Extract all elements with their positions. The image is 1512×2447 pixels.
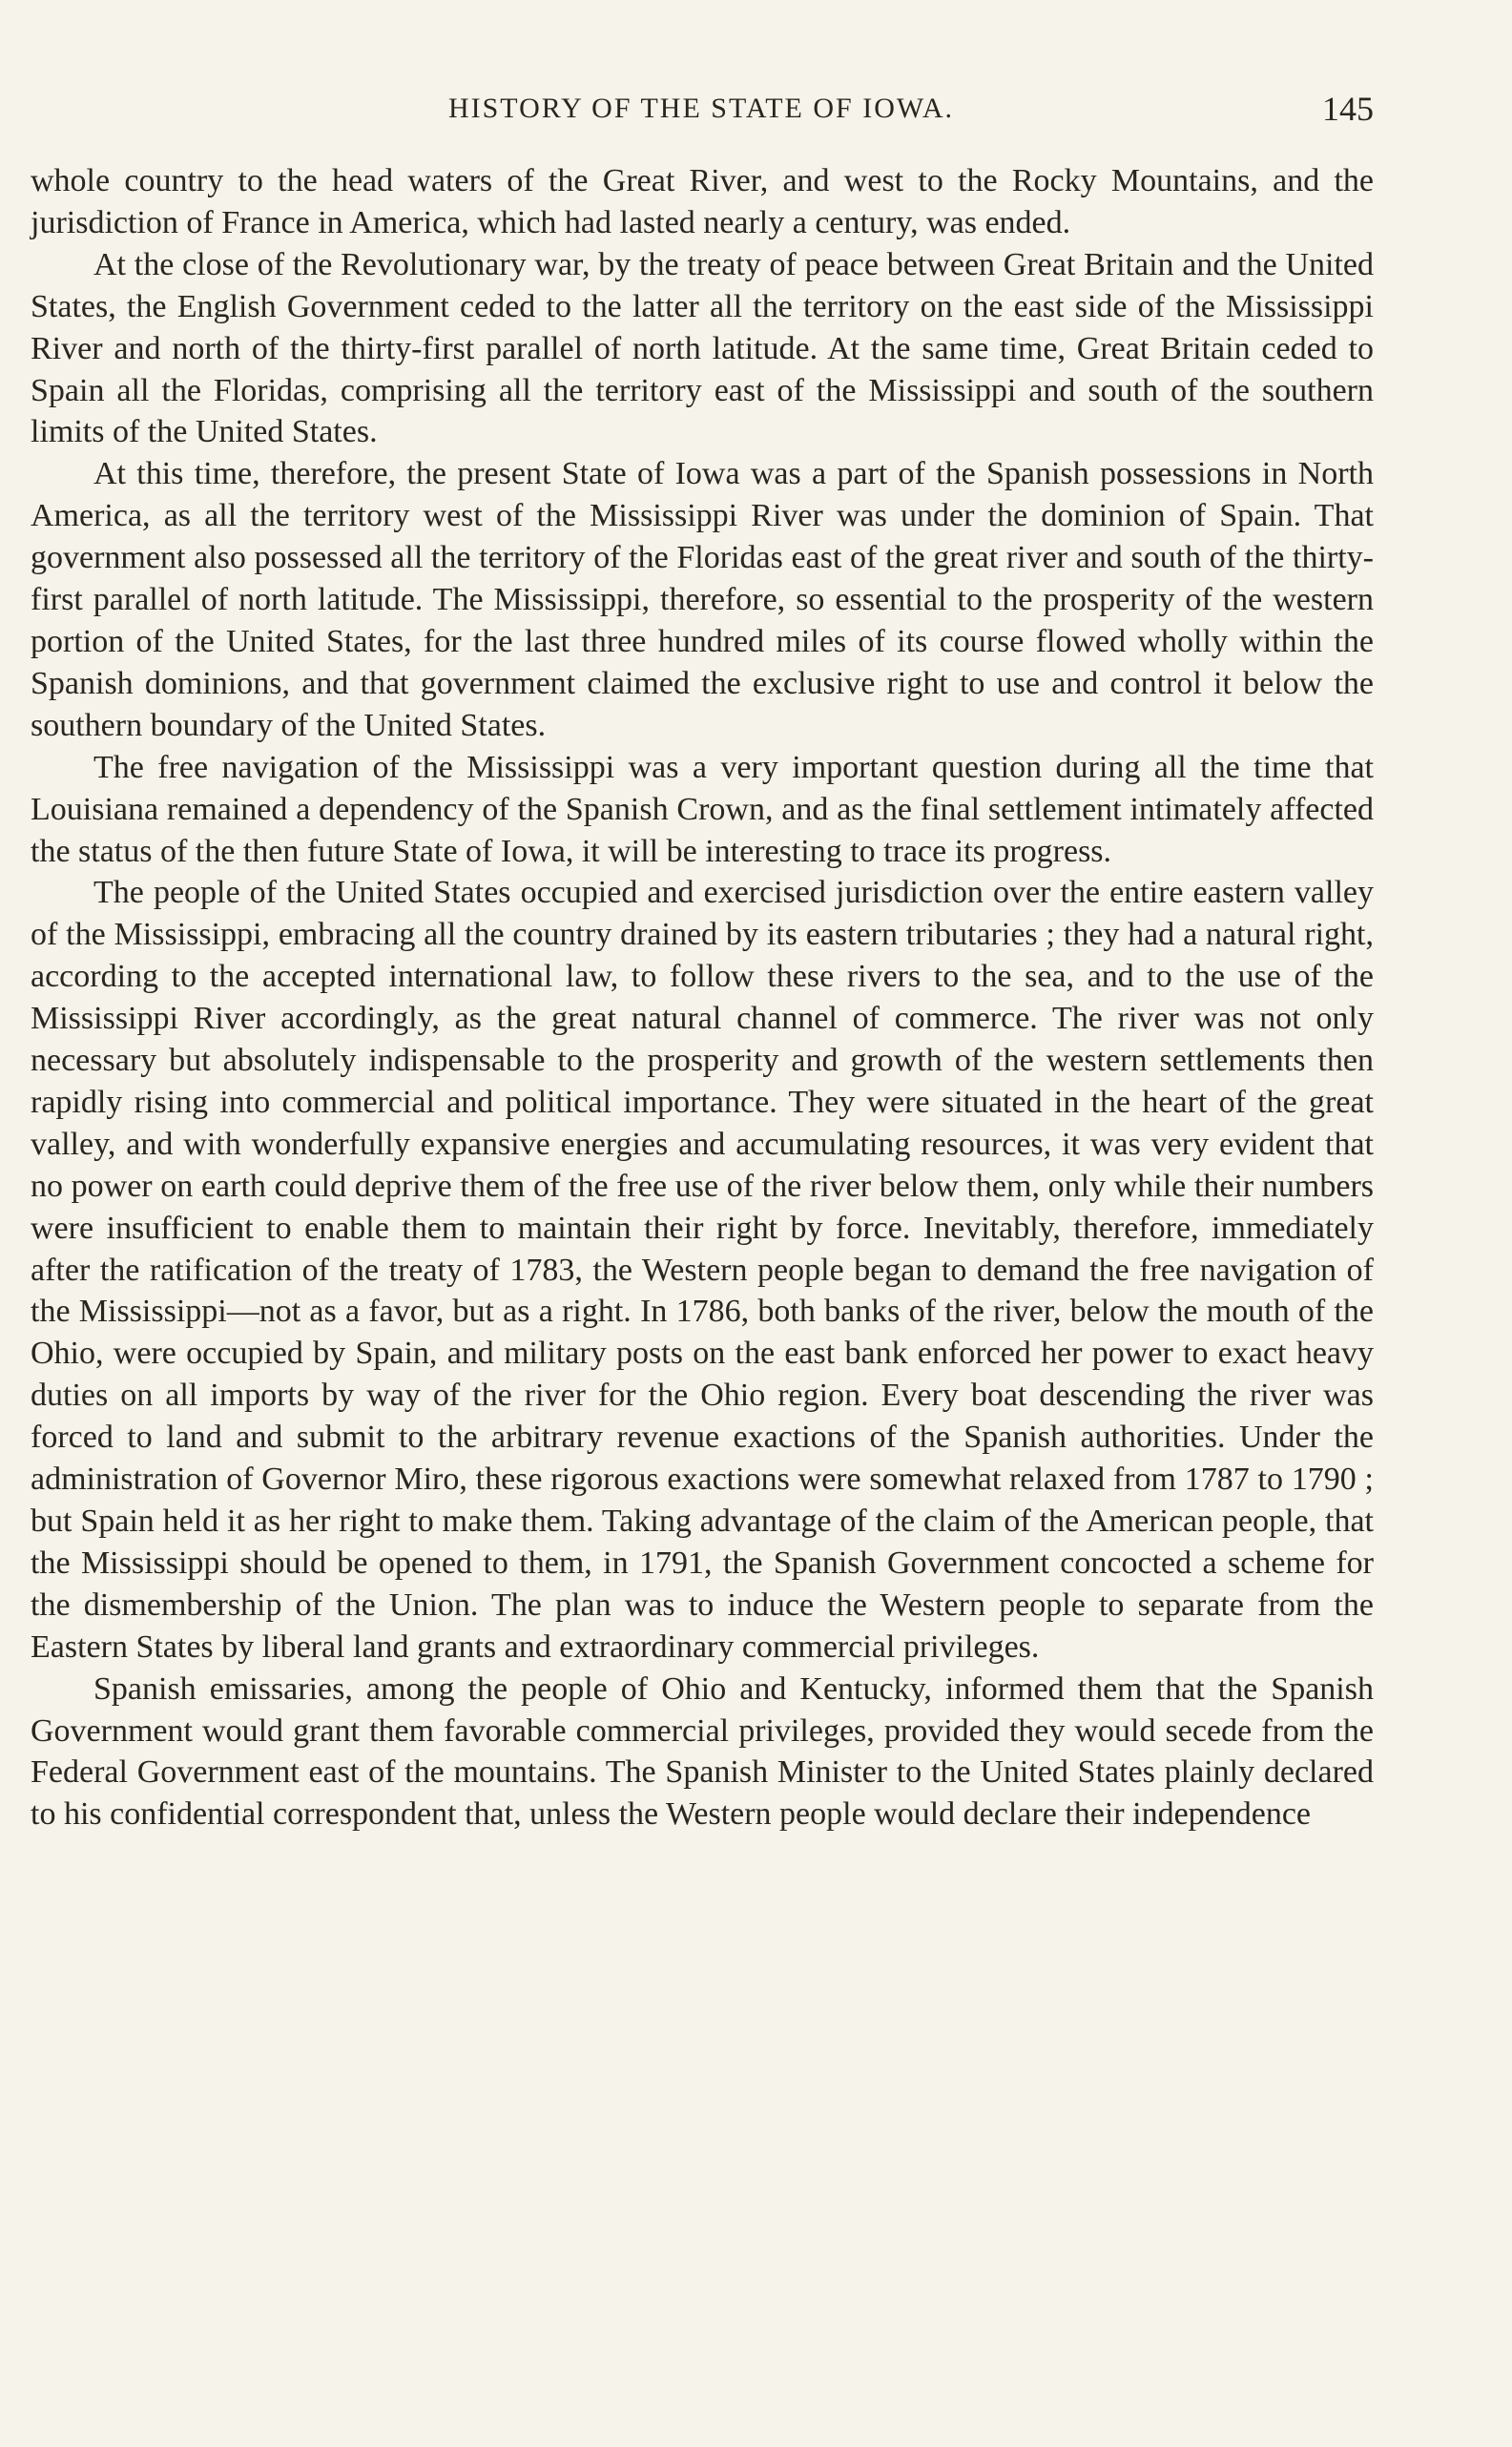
paragraph: whole country to the head waters of the Great River, and west to the Rocky Mountains, and the jurisdiction of France in America, which had lasted nearly a century, was ended. (31, 163, 1374, 240)
paragraph: The people of the United States occupied and exercised jurisdiction over the entire eastern valley of the Mississippi, embracing all the country drained by its eastern tributaries ; they had a natural right, according to the accepted international law, to follow these rivers to the sea, and to the use of the Mississippi River accordingly, as the great natural channel of commerce. The river was not only necessary but absolutely indispensable to the prosperity and growth of the western settlements then rapidly rising into commercial and political importance. They were situated in the heart of the great valley, and with wonderfully expansive energies and accumulating resources, it was very evident that no power on earth could deprive them of the free use of the river below them, only while their numbers were insufficient to enable them to maintain their right by force. Inevitably, therefore, immediately after the ratification of the treaty of 1783, the Western people began to demand the free navigation of the Mississippi—not as a favor, but as a right. In 1786, both banks of the river, below the mouth of the Ohio, were occupied by Spain, and military posts on the east bank enforced her power to exact heavy duties on all imports by way of the river for the Ohio region. Every boat descending the river was forced to land and submit to the arbitrary revenue exactions of the Spanish authorities. Under the administration of Governor Miro, these rigorous exactions were somewhat relaxed from 1787 to 1790 ; but Spain held it as her right to make them. Taking advantage of the claim of the American people, that the Mississippi should be opened to them, in 1791, the Spanish Government concocted a scheme for the dismembership of the Union. The plan was to induce the Western people to separate from the Eastern States by liberal land grants and extraordinary commercial privileges. (31, 875, 1374, 1665)
paragraph: Spanish emissaries, among the people of Ohio and Kentucky, informed them that the Spanish Government would grant them favorable commercial privileges, provided they would secede from the Federal Government east of the mountains. The Spanish Minister to the United States plainly declared to his confidential correspondent that, unless the Western people would declare their independence (31, 1670, 1374, 1833)
page-number: 145 (1322, 90, 1374, 128)
paragraph: At this time, therefore, the present State of Iowa was a part of the Spanish possessions in North America, as all the territory west of the Mississippi River was under the dominion of Spain. That government also possessed all the territory of the Floridas east of the great river and south of the thirty-first parallel of north latitude. The Mississippi, therefore, so essential to the prosperity of the western portion of the United States, for the last three hundred miles of its course flowed wholly within the Spanish dominions, and that government claimed the exclusive right to use and control it below the southern boundary of the United States. (31, 456, 1374, 743)
paragraph: At the close of the Revolutionary war, by the treaty of peace between Great Britain and the United States, the English Government ceded to the latter all the territory on the east side of the Mississippi River and north of the thirty-first parallel of north latitude. At the same time, Great Britain ceded to Spain all the Floridas, comprising all the territory east of the Mississippi and south of the southern limits of the United States. (31, 246, 1374, 450)
running-head: HISTORY OF THE STATE OF IOWA. (447, 93, 955, 124)
page-header (29, 88, 1374, 130)
paragraph: The free navigation of the Mississippi was a very important question during all the time that Louisiana remained a dependency of the Spanish Crown, and as the final settlement intimately affected the status of the then future State of Iowa, it will be interesting to trace its progress. (31, 749, 1374, 869)
body-text (31, 160, 1374, 1835)
